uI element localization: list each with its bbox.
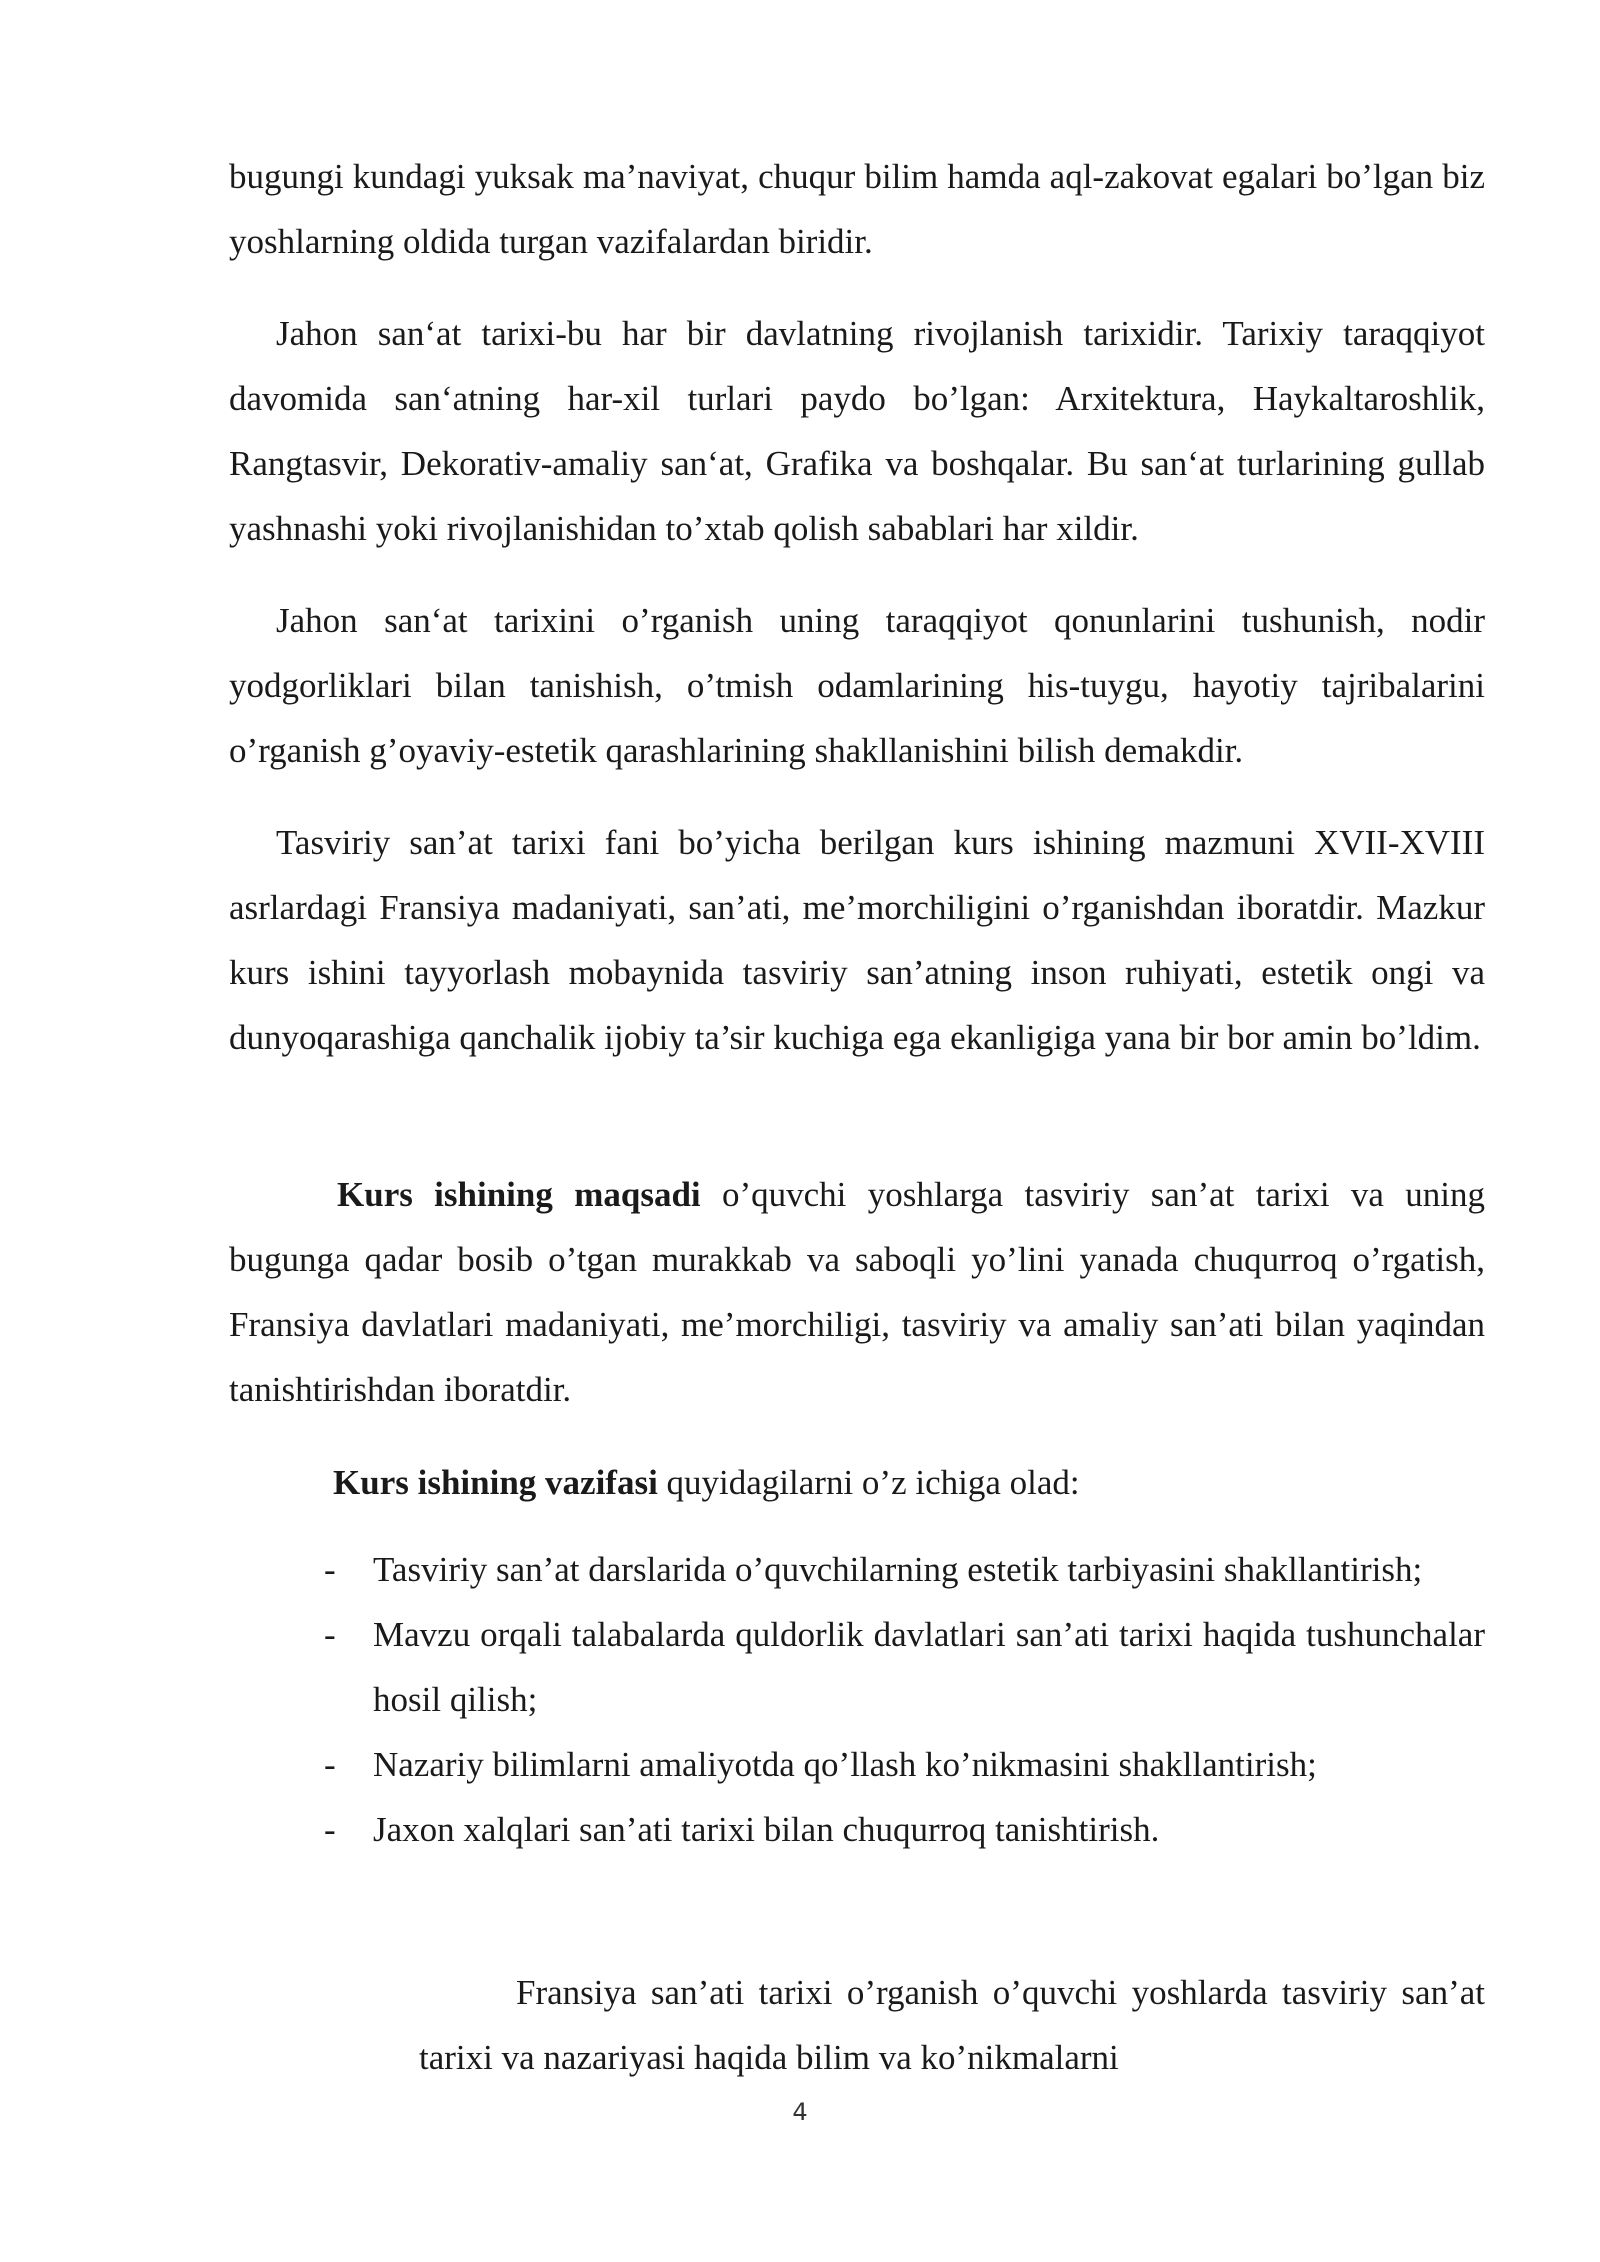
list-item xyxy=(229,1732,1485,1797)
tasks-heading: Kurs ishining vazifasi xyxy=(333,1463,658,1502)
list-item-text: Mavzu orqali talabalarda quldorlik davlatlari san’ati tarixi haqida tushunchalar hosil qilish; xyxy=(373,1615,1485,1719)
page-number: 4 xyxy=(792,2098,808,2126)
list-item-text: Nazariy bilimlarni amaliyotda qo’llash ko’nikmasini shakllantirish; xyxy=(373,1745,1317,1784)
tasks-list xyxy=(229,1537,1485,1862)
list-bullet: - xyxy=(324,1550,336,1589)
paragraph-6-tasks xyxy=(229,1450,1485,1515)
paragraph-1: bugungi kundagi yuksak ma’naviyat, chuqur bilim hamda aql-zakovat egalari bo’lgan biz yoshlarning oldida turgan vazifalardan biridir. xyxy=(229,157,1485,261)
tasks-intro-text: quyidagilarni o’z ichiga olad: xyxy=(657,1463,1080,1502)
paragraph-5-goal xyxy=(229,1162,1485,1422)
list-item-text: Jaxon xalqlari san’ati tarixi bilan chuqurroq tanishtirish. xyxy=(373,1810,1160,1849)
list-item xyxy=(229,1602,1485,1732)
paragraph-4: Tasviriy san’at tarixi fani bo’yicha berilgan kurs ishining mazmuni XVII-XVIII asrlardagi Fransiya madaniyati, san’ati, me’morchiligini o’rganishdan iboratdir. Mazkur kurs ishini tayyorlash mobaynida tasviriy san’atning inson ruhiyati, estetik ongi va dunyoqarashiga qanchalik ijobiy ta’sir kuchiga ega ekanligiga yana bir bor amin bo’ldim. xyxy=(229,823,1485,1057)
goal-heading: Kurs ishining maqsadi xyxy=(337,1175,701,1214)
list-bullet: - xyxy=(324,1615,336,1654)
paragraph-2: Jahon san‘at tarixi-bu har bir davlatning rivojlanish tarixidir. Tarixiy taraqqiyot davomida san‘atning har-xil turlari paydo bo’lgan: Arxitektura, Haykaltaroshlik, Rangtasvir, Dekorativ-amaliy san‘at, Grafika va boshqalar. Bu san‘at turlarining gullab yashnashi yoki rivojlanishidan to’xtab qolish sabablari har xildir. xyxy=(229,314,1485,548)
list-item xyxy=(229,1537,1485,1602)
goal-text: o’quvchi yoshlarga tasviriy san’at tarixi va uning bugunga qadar bosib o’tgan murakkab va saboqli yo’lini yanada chuqurroq o’rgatish, Fransiya davlatlari madaniyati, me’morchiligi, tasviriy va amaliy san’ati bilan yaqindan tanishtirishdan iboratdir. xyxy=(229,1175,1485,1409)
list-bullet: - xyxy=(324,1810,336,1849)
list-item xyxy=(229,1797,1485,1862)
list-item-text: Tasviriy san’at darslarida o’quvchilarning estetik tarbiyasini shakllantirish; xyxy=(373,1550,1423,1589)
paragraph-3: Jahon san‘at tarixini o’rganish uning taraqqiyot qonunlarini tushunish, nodir yodgorliklari bilan tanishish, o’tmish odamlarining his-tuygu, hayotiy tajribalarini o’rganish g’oyaviy-estetik qarashlarining shakllanishini bilish demakdir. xyxy=(229,601,1485,770)
list-bullet: - xyxy=(324,1745,336,1784)
paragraph-7: Fransiya san’ati tarixi o’rganish o’quvchi yoshlarda tasviriy san’at tarixi va nazariyasi haqida bilim va ko’nikmalarni xyxy=(419,1973,1485,2077)
